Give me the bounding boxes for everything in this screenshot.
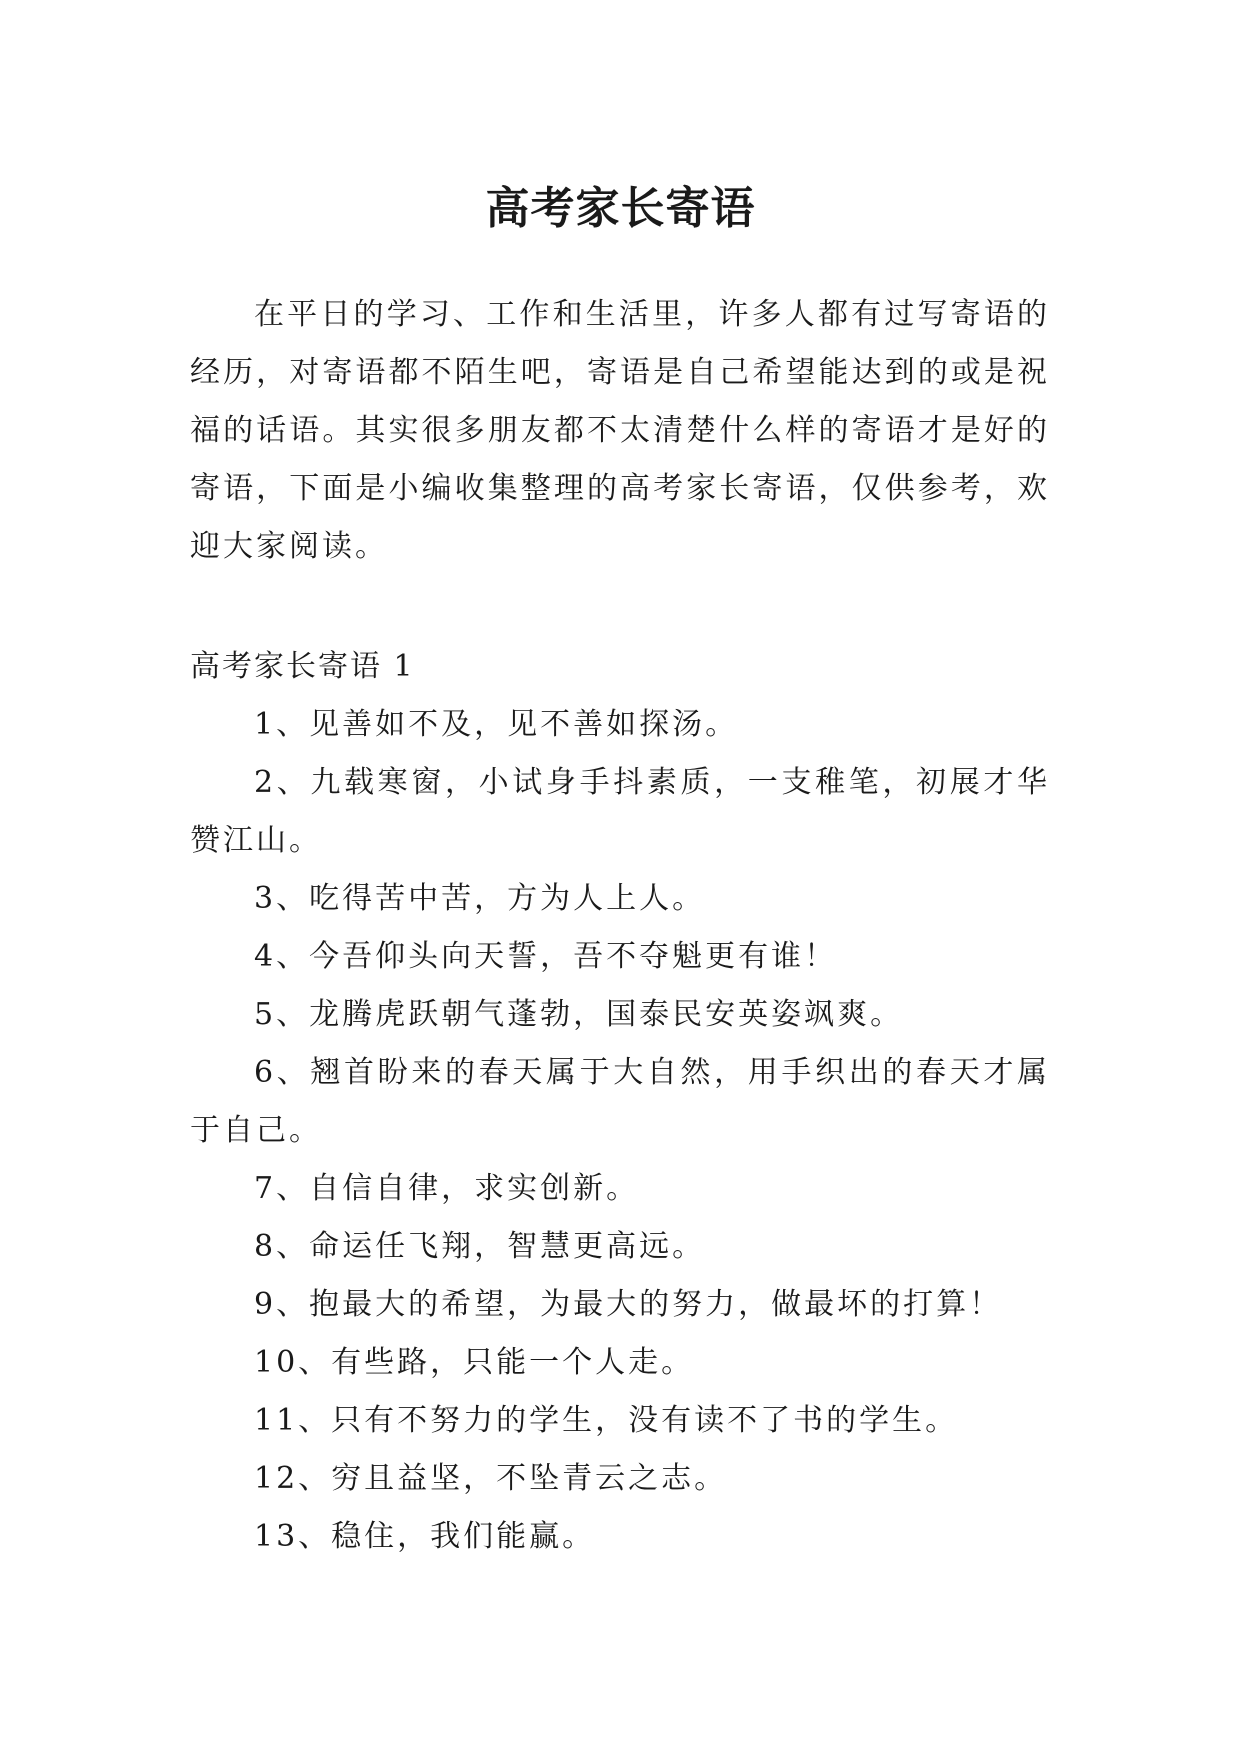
- list-item: 12、穷且益坚，不坠青云之志。: [254, 1461, 728, 1496]
- intro-paragraph: 在平日的学习、工作和生活里，许多人都有过写寄语的经历，对寄语都不陌生吧，寄语是自己希望能达到的或是祝福的话语。其实很多朋友都不太清楚什么样的寄语才是好的寄语，下面是小编收集整理的高考家长寄语，仅供参考，欢迎大家阅读。: [190, 297, 1050, 564]
- list-item: 10、有些路，只能一个人走。: [254, 1345, 695, 1380]
- list-item: 5、龙腾虎跃朝气蓬勃，国泰民安英姿飒爽。: [254, 997, 904, 1032]
- document-title: 高考家长寄语: [485, 183, 756, 235]
- list-item: 3、吃得苦中苦，方为人上人。: [254, 881, 706, 916]
- list-item: 11、只有不努力的学生，没有读不了书的学生。: [254, 1403, 959, 1438]
- list-item: 13、稳住，我们能赢。: [254, 1519, 596, 1554]
- list-item: 4、今吾仰头向天誓，吾不夺魁更有谁！: [254, 939, 838, 974]
- list-item: 9、抱最大的希望，为最大的努力，做最坏的打算！: [254, 1287, 1003, 1322]
- list-item: 6、翘首盼来的春天属于大自然，用手织出的春天才属于自己。: [190, 1055, 1050, 1148]
- message-list: [190, 696, 1050, 1566]
- list-item: 7、自信自律，求实创新。: [254, 1171, 640, 1206]
- section-heading: 高考家长寄语 1: [190, 649, 415, 684]
- list-item: 8、命运任飞翔，智慧更高远。: [254, 1229, 706, 1264]
- list-item: 2、九载寒窗，小试身手抖素质，一支稚笔，初展才华赞江山。: [190, 765, 1050, 858]
- list-item: 1、见善如不及，见不善如探汤。: [254, 707, 739, 742]
